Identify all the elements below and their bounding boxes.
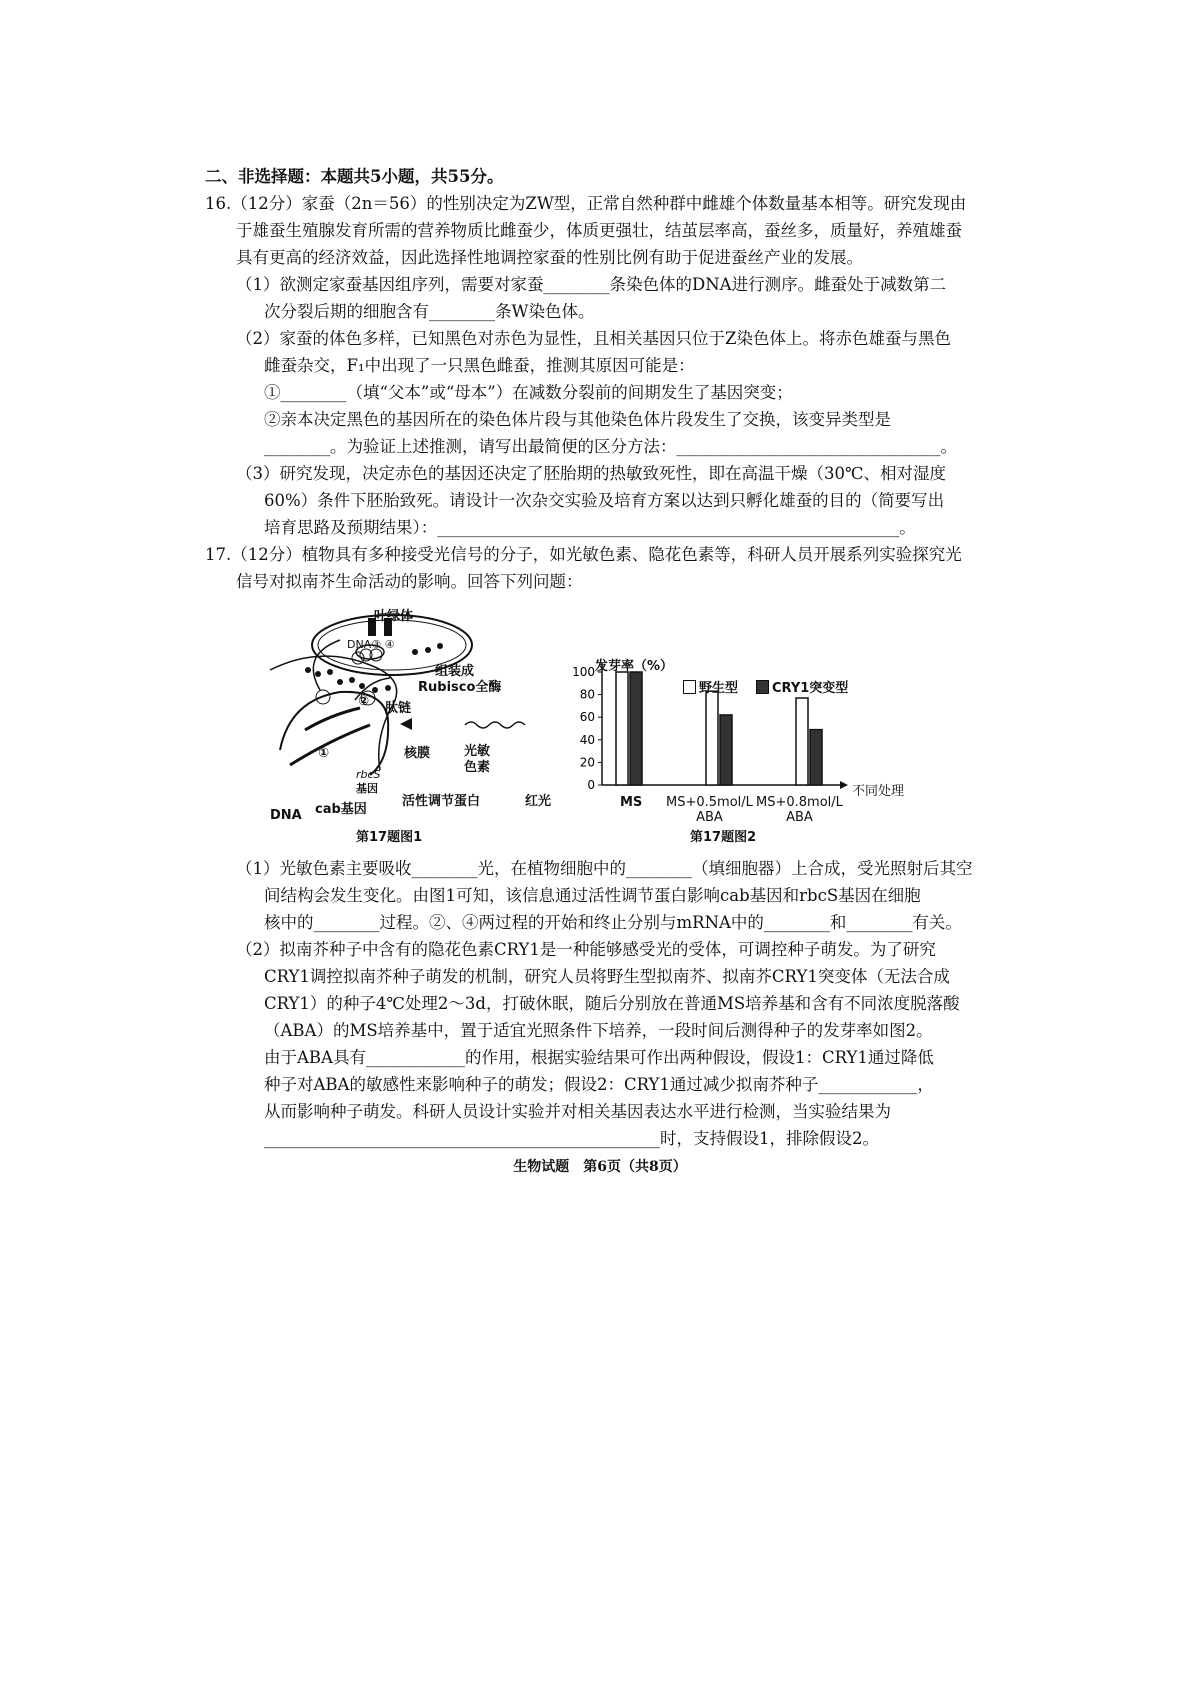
y-tick-label: 60 (579, 710, 595, 725)
label-cab-gene: cab基因 (315, 802, 367, 817)
arrow-cab (313, 640, 340, 690)
q16-line-10: ________。为验证上述推测，请写出最简便的区分方法：________________________________。 (264, 437, 957, 456)
q17-p2-line-7: 从而影响种子萌发。科研人员设计实验并对相关基因表达水平进行检测，当实验结果为 (264, 1102, 891, 1121)
q17-p2-line-4: （ABA）的MS培养基中，置于适宜光照条件下培养，一段时间后测得种子的发芽率如图2。 (264, 1021, 933, 1040)
figure-2-caption: 第17题图2 (690, 830, 757, 845)
q16-line-9: ②亲本决定黑色的基因所在的染色体片段与其他染色体片段发生了交换，该变异类型是 (264, 410, 891, 429)
label-dna-34: DNA③ ④ (347, 638, 395, 651)
bar-wild-type-2 (796, 698, 808, 785)
x-tick-ms: MS (620, 795, 643, 810)
red-light-wave (465, 722, 525, 728)
q16-line-8: ①________（填“父本”或“母本”）在减数分裂前的间期发生了基因突变； (264, 383, 793, 402)
legend-wild (683, 677, 738, 696)
q16-line-11: （3）研究发现，决定赤色的基因还决定了胚胎期的热敏致死性，即在高温干燥（30℃、相对湿度 (236, 464, 946, 483)
legend-wild-swatch (683, 680, 696, 694)
y-tick-label: 20 (579, 755, 595, 770)
label-red-light: 红光 (525, 794, 552, 809)
q17-p1-line-3: 核中的________过程。②、④两过程的开始和终止分别与mRNA中的________和________有关。 (264, 913, 962, 932)
x-tick-08: MS+0.8mol/L ABA (756, 795, 843, 825)
legend-mutant (756, 677, 848, 696)
q17-p1-line-2: 间结构会发生变化。由图1可知，该信息通过活性调节蛋白影响cab基因和rbcS基因在细胞 (264, 886, 921, 905)
cytoplasm-arc (270, 656, 397, 770)
bar-wild-type-0 (616, 672, 628, 785)
q17-line-2: 信号对拟南芥生命活动的影响。回答下列问题： (236, 572, 583, 591)
label-gene: 基因 (356, 782, 378, 795)
x-axis-arrow (840, 781, 848, 789)
q17-p2-line-2: CRY1调控拟南芥种子萌发的机制，研究人员将野生型拟南芥、拟南芥CRY1突变体（无法合成 (264, 967, 950, 986)
q17-p2-line-6: 种子对ABA的敏感性来影响种子的萌发；假设2：CRY1通过减少拟南芥种子____________， (264, 1075, 934, 1094)
q17-p2-line-5: 由于ABA具有____________的作用，根据实验结果可作出两种假设，假设1：CRY1通过降低 (264, 1048, 934, 1067)
q16-line-3: 具有更高的经济效益，因此选择性地调控家蚕的性别比例有助于促进蚕丝产业的发展。 (236, 248, 863, 267)
label-circle-2: ② (358, 694, 370, 709)
bar-cry1-mutant-1 (720, 715, 732, 785)
q16-line-5: 次分裂后期的细胞含有________条W染色体。 (264, 302, 595, 321)
y-tick-label: 40 (579, 732, 595, 747)
dna-strand (290, 725, 370, 765)
rbcs-strand (305, 708, 360, 730)
section-heading: 二、非选择题：本题共5小题，共55分。 (205, 167, 504, 186)
legend-mutant-label: CRY1突变型 (772, 681, 849, 696)
q17-p2-line-3: CRY1）的种子4℃处理2～3d，打破休眠，随后分别放在普通MS培养基和含有不同浓度脱落酸 (264, 994, 960, 1013)
label-assemble: 组装成 (435, 664, 475, 679)
label-phytochrome-1: 光敏 (464, 744, 491, 759)
q16-line-2: 于雄蚕生殖腺发育所需的营养物质比雌蚕少，体质更强壮，结茧层率高，蚕丝多，质量好，养殖雄蚕 (236, 221, 962, 240)
label-nuclear-membrane: 核膜 (404, 746, 431, 761)
label-phytochrome-2: 色素 (464, 760, 491, 775)
bar-cry1-mutant-2 (810, 730, 822, 785)
page-footer: 生物试题 第6页（共8页） (513, 1159, 687, 1175)
y-tick-label: 100 (572, 665, 595, 679)
q16-line-6: （2）家蚕的体色多样，已知黑色对赤色为显性，且相关基因只位于Z染色体上。将赤色雄蚕与黑色 (236, 329, 951, 348)
label-peptide: 肽链 (385, 701, 412, 716)
q17-p2-line-1: （2）拟南芥种子中含有的隐花色素CRY1是一种能够感受光的受体，可调控种子萌发。为了研究 (236, 940, 936, 959)
q17-p1-line-1: （1）光敏色素主要吸收________光，在植物细胞中的________（填细胞器）上合成，受光照射后其空 (236, 859, 973, 878)
q16-line-1: 16.（12分）家蚕（2n＝56）的性别决定为ZW型，正常自然种群中雌雄个体数量基本相等。研究发现由 (205, 194, 967, 213)
label-rubisco: Rubisco全酶 (418, 680, 502, 695)
label-chloroplast: 叶绿体 (374, 609, 414, 624)
x-tick-05: MS+0.5mol/L ABA (666, 795, 753, 825)
regulatory-protein-arrow (400, 718, 412, 730)
label-dna: DNA (270, 808, 302, 823)
label-rbcs: rbcS (356, 768, 381, 781)
q16-line-12: 60%）条件下胚胎致死。请设计一次杂交实验及培育方案以达到只孵化雄蚕的目的（简要写出 (264, 491, 945, 510)
legend-wild-label: 野生型 (699, 681, 739, 696)
label-circle-1: ① (318, 746, 330, 761)
y-tick-label: 0 (587, 778, 595, 792)
q17-line-1: 17.（12分）植物具有多种接受光信号的分子，如光敏色素、隐花色素等，科研人员开展系列实验探究光 (205, 545, 962, 564)
legend-mutant-swatch (756, 680, 769, 694)
bar-wild-type-1 (706, 691, 718, 785)
chart-ylabel: 发芽率（%） (595, 659, 674, 674)
bar-cry1-mutant-0 (630, 672, 642, 785)
label-active-protein: 活性调节蛋白 (402, 794, 481, 809)
chart-xlabel: 不同处理 (852, 784, 905, 799)
q16-line-13: 培育思路及预期结果）：________________________________________________________。 (264, 518, 916, 537)
q16-line-7: 雌蚕杂交，F₁中出现了一只黑色雌蚕，推测其原因可能是： (264, 356, 695, 375)
y-tick-label: 80 (579, 687, 595, 702)
q17-p2-line-8: ________________________________________________时，支持假设1，排除假设2。 (264, 1129, 879, 1148)
q16-line-4: （1）欲测定家蚕基因组序列，需要对家蚕________条染色体的DNA进行测序。雌蚕处于减数第二 (236, 275, 947, 294)
figure-1-caption: 第17题图1 (356, 830, 423, 845)
